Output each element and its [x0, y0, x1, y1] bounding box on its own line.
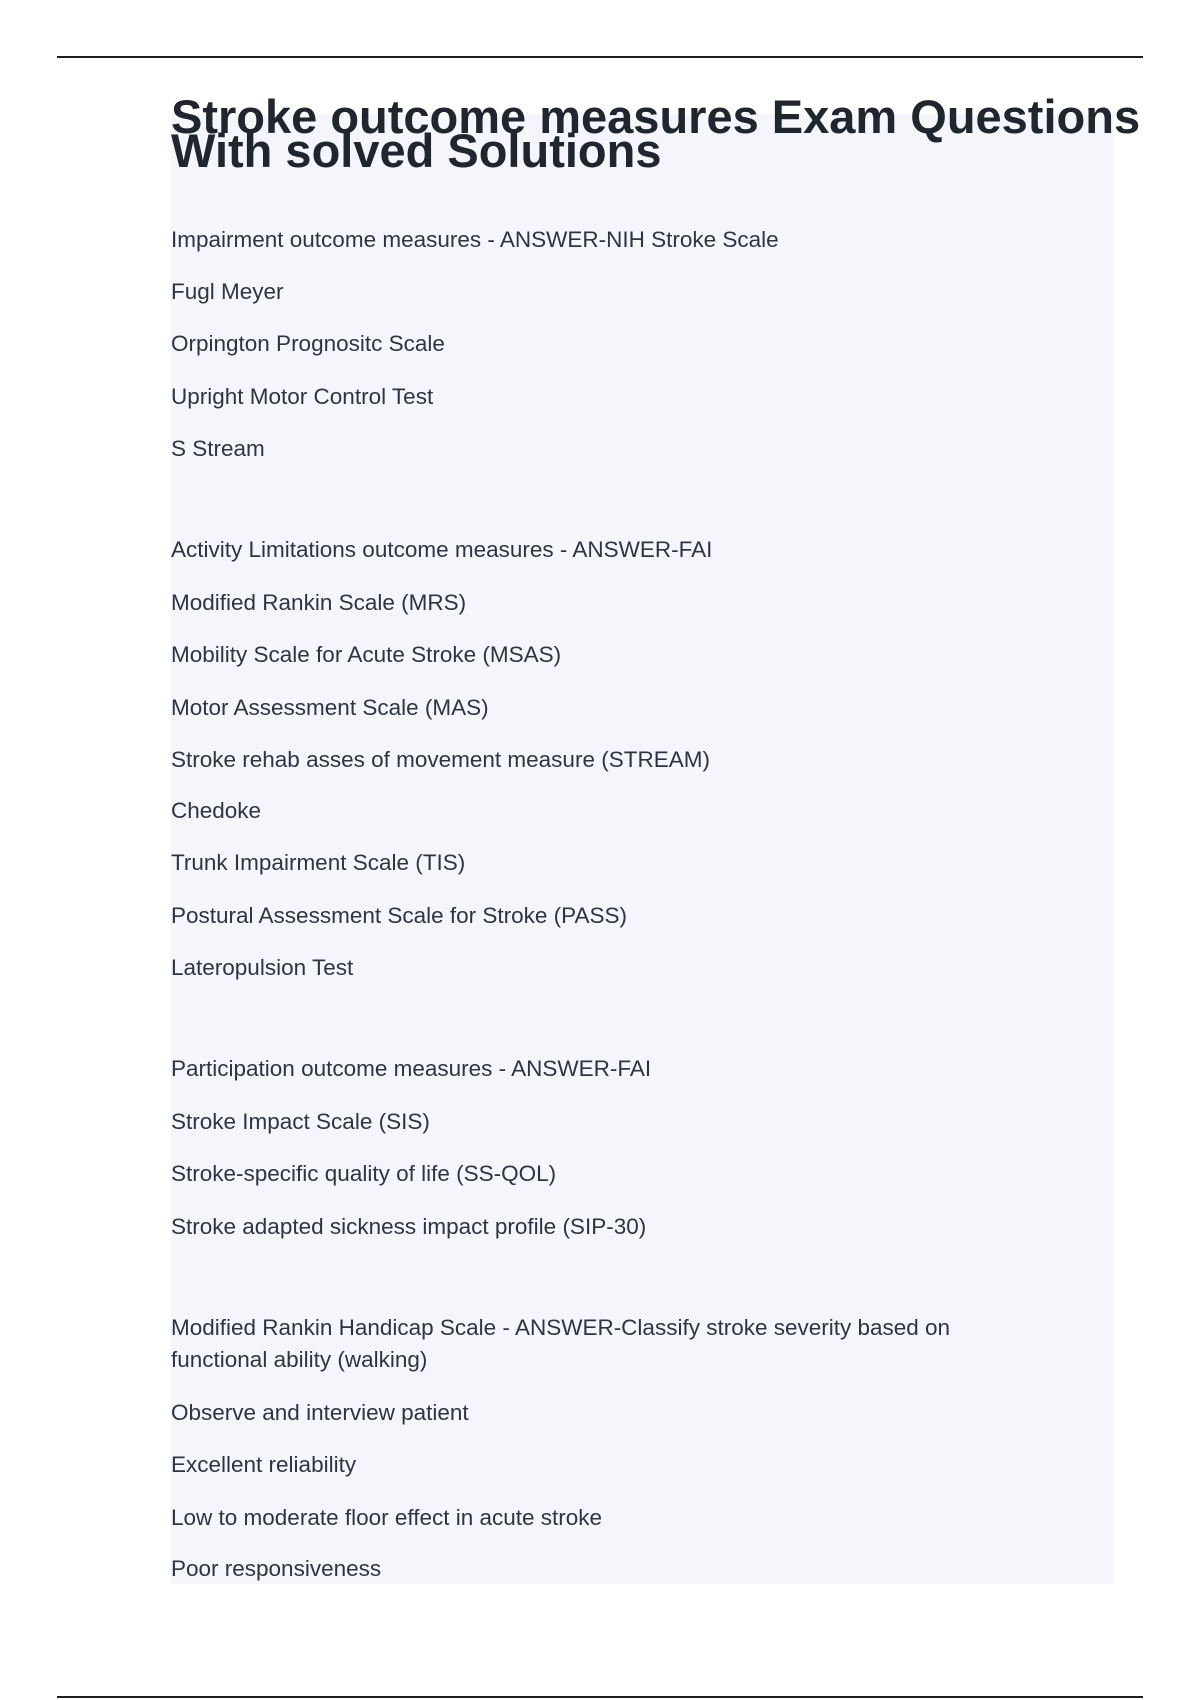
line-activity-limitations: Activity Limitations outcome measures - ANSWER-FAI: [171, 537, 713, 562]
line-impairment-measures: Impairment outcome measures - ANSWER-NIH Stroke Scale: [171, 227, 779, 252]
line-tis: Trunk Impairment Scale (TIS): [171, 850, 466, 875]
top-rule: [57, 56, 1143, 58]
line-ss-qol: Stroke-specific quality of life (SS-QOL): [171, 1161, 557, 1186]
line-pass: Postural Assessment Scale for Stroke (PASS): [171, 903, 628, 928]
line-floor-effect: Low to moderate floor effect in acute stroke: [171, 1505, 603, 1530]
line-participation-measures: Participation outcome measures - ANSWER-FAI: [171, 1056, 652, 1081]
line-lateropulsion: Lateropulsion Test: [171, 955, 354, 980]
line-chedoke: Chedoke: [171, 798, 262, 823]
line-excellent-reliability: Excellent reliability: [171, 1452, 357, 1477]
line-upright-motor: Upright Motor Control Test: [171, 384, 434, 409]
line-mas: Motor Assessment Scale (MAS): [171, 695, 489, 720]
line-msas: Mobility Scale for Acute Stroke (MSAS): [171, 642, 562, 667]
line-sis: Stroke Impact Scale (SIS): [171, 1109, 430, 1134]
bottom-rule: [57, 1696, 1143, 1698]
line-observe-interview: Observe and interview patient: [171, 1400, 469, 1425]
line-sip-30: Stroke adapted sickness impact profile (SIP-30): [171, 1214, 647, 1239]
line-mrs: Modified Rankin Scale (MRS): [171, 590, 467, 615]
line-s-stream: S Stream: [171, 436, 265, 461]
document-title: Stroke outcome measures Exam Questions With solved Solutions: [171, 90, 1141, 177]
line-modified-rankin-handicap: Modified Rankin Handicap Scale - ANSWER-Classify stroke severity based on functional ability (walking): [171, 1315, 951, 1372]
line-orpington: Orpington Prognositc Scale: [171, 331, 445, 356]
line-poor-responsiveness: Poor responsiveness: [171, 1556, 382, 1581]
line-fugl-meyer: Fugl Meyer: [171, 279, 284, 304]
line-stream: Stroke rehab asses of movement measure (STREAM): [171, 747, 710, 772]
